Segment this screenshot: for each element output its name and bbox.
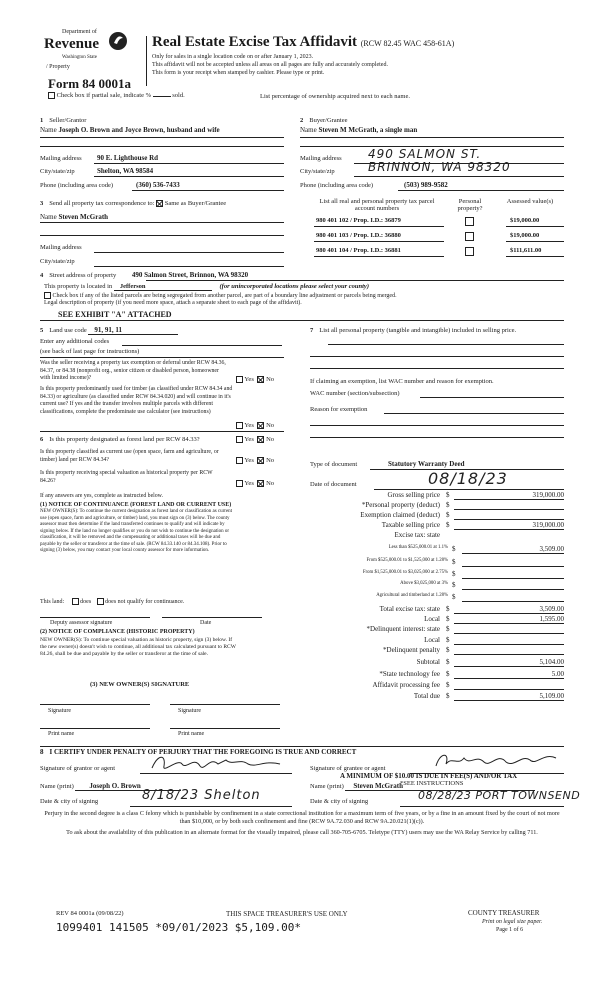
grantor-name-row: Name (print) Joseph O. Brown xyxy=(40,782,181,791)
personal-property-checkbox[interactable] xyxy=(465,247,474,256)
note-line-1: Only for sales in a single location code on or after January 1, 2023. xyxy=(152,54,314,60)
grantee-name-row: Name (print) Steven McGrath xyxy=(310,782,535,791)
tax-row xyxy=(300,646,564,656)
buyer-name-row: Name Steven M McGrath, a single man xyxy=(300,126,418,134)
current-use-question: Is this property classified as current use (open space, farm and agriculture, or timber) land per RCW 84.34? xyxy=(40,449,219,463)
personal-property-row: 7 List all personal property (tangible and intangible) included in selling price. xyxy=(310,327,517,334)
seller-phone-label: Phone (including area code) xyxy=(40,182,114,189)
county-value[interactable]: Jefferson xyxy=(114,283,212,291)
historic-text: NEW OWNER(S): To continue special valuation as historic property, sign (3) below. If the new owner(s) doesn't wish to continue, all additional tax calculated pursuant to RCW 84.26, shall be due and payable by the seller or transferor at the time of sale. xyxy=(40,637,236,658)
forest-no-checkbox[interactable] xyxy=(257,436,264,443)
dollar-sign: $ xyxy=(446,670,450,678)
current-use-answer: Yes No xyxy=(236,457,274,464)
exemption-answer: Yes No xyxy=(236,376,274,383)
tax-row-amount[interactable] xyxy=(462,558,564,567)
partial-sale-checkbox[interactable] xyxy=(48,92,55,99)
parcel-row: 980 401 102 / Prop. I.D.: 36879 xyxy=(316,217,401,224)
seller-city-label: City/state/zip xyxy=(40,168,75,175)
dollar-sign: $ xyxy=(446,625,450,633)
exemption-question: Was the seller receiving a property tax exemption or deferral under RCW 84.36, 84.37, or 84.38 (nonprofit org., senior citizen or disabled person, homeowner with limited income)? xyxy=(40,360,226,382)
land-use-row: 5 Land use code 91, 91, 11 xyxy=(40,326,178,335)
availability-notice: To ask about the availability of this publication in an alternate format for the visually impaired, please call 360-705-6705. Teletype (TTY) users may use the WA Relay Service by calling 711. xyxy=(66,829,538,836)
dollar-sign: $ xyxy=(446,605,450,613)
form-number: Form 84 0001a xyxy=(48,76,132,91)
historic-no-checkbox[interactable] xyxy=(257,480,264,487)
assessed-value: $111,611.00 xyxy=(510,247,542,254)
page-number: Page 1 of 6 xyxy=(496,927,524,933)
tax-row-label: Affidavit processing fee xyxy=(372,681,440,689)
tax-row-amount[interactable]: 319,000.00 xyxy=(454,491,564,500)
revision-label: REV 84 0001a (09/08/22) xyxy=(56,910,124,917)
dollar-sign: $ xyxy=(452,558,456,566)
signature-label: Signature xyxy=(48,708,71,714)
dollar-sign: $ xyxy=(452,581,456,589)
tax-row-label: *Delinquent interest: state xyxy=(366,625,440,633)
buyer-heading: 2 Buyer/Grantee xyxy=(300,117,348,124)
grantee-printed-name[interactable]: Steven McGrath xyxy=(345,782,535,791)
current-use-yes-checkbox[interactable] xyxy=(236,457,243,464)
tax-row-amount[interactable]: 3,509.00 xyxy=(454,605,564,614)
tax-row xyxy=(300,521,564,531)
tax-row-amount[interactable] xyxy=(454,636,564,645)
minimum-due-note: A MINIMUM OF $10.00 IS DUE IN FEE(S) AND/OR TAX xyxy=(340,772,518,780)
treasurer-use-label: THIS SPACE TREASURER'S USE ONLY xyxy=(226,910,348,918)
exemption-no-checkbox[interactable] xyxy=(257,376,264,383)
correspondence-city-label: City/state/zip xyxy=(40,258,75,265)
historic-question: Is this property receiving special valuation as historical property per RCW 84.26? xyxy=(40,470,213,484)
exemption-reason-label: Reason for exemption xyxy=(310,406,368,413)
street-address-row: 4 Street address of property 490 Salmon Street, Brinnon, WA 98320 xyxy=(40,271,249,279)
seller-mailing[interactable]: 90 E. Lighthouse Rd xyxy=(97,154,159,162)
dollar-sign: $ xyxy=(446,636,450,644)
tax-row xyxy=(300,593,564,603)
timber-no-checkbox[interactable] xyxy=(257,422,264,429)
tax-row-amount[interactable]: 3,509.00 xyxy=(462,545,564,554)
tax-row-amount[interactable] xyxy=(462,593,564,602)
form-title: Real Estate Excise Tax Affidavit (RCW 82.45 WAC 458-61A) xyxy=(152,34,455,50)
timber-question: Is this property predominantly used for timber (as classified under RCW 84.34 and 84.33) or agriculture (as classified under RCW 84.34.020) and will continue in it's current use? If yes and the transfer involves multiple parcels with different classifications, complete the predominate use calculator (see instructions) xyxy=(40,386,233,415)
dollar-sign: $ xyxy=(446,511,450,519)
correspondence-name[interactable]: Steven McGrath xyxy=(58,213,109,221)
does-not-qualify-checkbox[interactable] xyxy=(97,598,104,605)
exemption-yes-checkbox[interactable] xyxy=(236,376,243,383)
seller-name-row: Name Joseph O. Brown and Joyce Brown, husband and wife xyxy=(40,126,220,134)
seller-name[interactable]: Joseph O. Brown and Joyce Brown, husband and wife xyxy=(58,126,220,134)
assessed-value-header: Assessed value(s) xyxy=(506,198,554,205)
dollar-sign: $ xyxy=(452,570,456,578)
seller-city[interactable]: Shelton, WA 98584 xyxy=(97,167,154,175)
tax-row-amount[interactable]: 319,000.00 xyxy=(454,521,564,530)
tax-row xyxy=(300,545,564,555)
personal-property-checkbox[interactable] xyxy=(465,232,474,241)
partial-sold-label: sold. xyxy=(172,92,185,99)
personal-property-header: Personal property? xyxy=(457,198,483,213)
dollar-sign: $ xyxy=(446,521,450,529)
grantor-signature[interactable] xyxy=(148,752,288,774)
segregated-row: Check box if any of the listed parcels are being segregated from another parcel, are part of a boundary line adjustment or parcels being merged. xyxy=(44,292,397,300)
deputy-assessor-label: Deputy assessor signature xyxy=(50,620,113,626)
tax-row xyxy=(300,658,564,668)
tax-row-label: *Personal property (deduct) xyxy=(361,501,440,509)
tax-row-label: Gross selling price xyxy=(387,491,440,499)
revenue-wordmark: Revenue xyxy=(44,36,99,52)
timber-yes-checkbox[interactable] xyxy=(236,422,243,429)
correspondence-name-row: Name Steven McGrath xyxy=(40,213,109,221)
buyer-city[interactable]: BRINNON, WA 98320 xyxy=(368,160,511,174)
street-address[interactable]: 490 Salmon Street, Brinnon, WA 98320 xyxy=(131,271,249,279)
dollar-sign: $ xyxy=(446,646,450,654)
note-line-3: This form is your receipt when stamped by cashier. Please type or print. xyxy=(152,70,325,76)
seller-heading: 1 Seller/Grantor xyxy=(40,117,87,124)
dollar-sign: $ xyxy=(446,491,450,499)
legal-paper-note: Print on legal size paper. xyxy=(482,919,543,925)
new-owner-signature-heading: (3) NEW OWNER(S) SIGNATURE xyxy=(90,681,190,688)
tax-row xyxy=(300,570,564,580)
historic-yes-checkbox[interactable] xyxy=(236,480,243,487)
grantor-printed-name[interactable]: Joseph O. Brown xyxy=(75,782,181,791)
parcel-header: List all real and personal property tax parcel account numbers xyxy=(319,198,435,213)
tax-row-label: From $1,525,000.01 to $3,025,000 at 2.75% xyxy=(362,570,448,575)
tax-row-label: Taxable selling price xyxy=(381,521,440,529)
forest-yes-checkbox[interactable] xyxy=(236,436,243,443)
dollar-sign: $ xyxy=(446,501,450,509)
tax-row xyxy=(300,625,564,635)
tax-row-label: Agricultural and timberland at 1.28% xyxy=(376,593,448,598)
certify-row: 8 I CERTIFY UNDER PENALTY OF PERJURY THAT THE FOREGOING IS TRUE AND CORRECT xyxy=(40,748,357,756)
grantor-date-label: Date & city of signing xyxy=(40,798,99,805)
dollar-sign: $ xyxy=(452,593,456,601)
dept-label: Department of xyxy=(62,29,97,35)
seller-mailing-label: Mailing address xyxy=(40,155,82,162)
if-yes-note: If any answers are yes, complete as instructed below. xyxy=(40,493,163,499)
segregated-checkbox[interactable] xyxy=(44,292,51,299)
tax-row-label: Subtotal xyxy=(416,658,440,666)
timber-answer: Yes No xyxy=(236,422,274,429)
continuance-heading: (1) NOTICE OF CONTINUANCE (FOREST LAND OR CURRENT USE) xyxy=(40,502,232,508)
grantee-date-label: Date & city of signing xyxy=(310,798,369,805)
claim-exemption-label: If claiming an exemption, list WAC number and reason for exemption. xyxy=(310,378,494,385)
tax-row xyxy=(300,681,564,691)
signature-label: Signature xyxy=(178,708,201,714)
doc-type-label: Type of document xyxy=(310,461,358,468)
dollar-sign: $ xyxy=(446,681,450,689)
partial-sale-row xyxy=(48,92,185,99)
doc-date-label: Date of document xyxy=(310,481,357,488)
parcel-row: 980 401 104 / Prop. I.D.: 36881 xyxy=(316,247,401,254)
tax-row xyxy=(300,636,564,646)
state-label: Washington State xyxy=(62,55,98,60)
tax-row xyxy=(300,670,564,680)
buyer-name[interactable]: Steven M McGrath, a single man xyxy=(318,126,418,134)
parcel-row: 980 401 103 / Prop. I.D.: 36880 xyxy=(316,232,401,239)
print-name-label: Print name xyxy=(178,731,205,737)
land-use-codes[interactable]: 91, 91, 11 xyxy=(88,326,178,335)
dollar-sign: $ xyxy=(446,658,450,666)
current-use-no-checkbox[interactable] xyxy=(257,457,264,464)
assessed-value: $19,000.00 xyxy=(510,232,540,239)
tax-row-label: *State technology fee xyxy=(379,670,440,678)
tax-row-label: Total excise tax: state xyxy=(379,605,440,613)
deputy-date-label: Date xyxy=(200,620,212,626)
tax-row xyxy=(300,615,564,625)
note-line-2: This affidavit will not be accepted unless all areas on all pages are fully and accurately completed. xyxy=(152,62,388,68)
assessed-value: $19,000.00 xyxy=(510,217,540,224)
dollar-sign: $ xyxy=(446,615,450,623)
print-name-label: Print name xyxy=(48,731,75,737)
tax-row-amount[interactable] xyxy=(454,646,564,655)
tax-row-label: Excise tax: state xyxy=(394,531,440,539)
tax-row-amount[interactable] xyxy=(454,511,564,520)
historic-heading: (2) NOTICE OF COMPLIANCE (HISTORIC PROPERTY) xyxy=(40,629,195,635)
buyer-phone-label: Phone (including area code) xyxy=(300,182,374,189)
dollar-sign: $ xyxy=(446,692,450,700)
tax-row xyxy=(300,581,564,591)
tax-row-label: Total due xyxy=(413,692,440,700)
tax-row-label: From $525,000.01 to $1,525,000 at 1.28% xyxy=(366,558,448,563)
tax-row-amount[interactable] xyxy=(454,681,564,690)
buyer-city-label: City/state/zip xyxy=(300,168,335,175)
tax-row-label: Local xyxy=(424,615,440,623)
tax-row-label: Above $3,025,000 at 3% xyxy=(400,581,448,586)
tax-row xyxy=(300,491,564,501)
doc-date-value[interactable]: 08/18/23 xyxy=(428,469,508,488)
forest-question-row: 6 Is this property designated as forest land per RCW 84.33? xyxy=(40,436,200,443)
correspondence-mailing-label: Mailing address xyxy=(40,244,82,251)
does-qualify-checkbox[interactable] xyxy=(72,598,79,605)
tax-row-label: *Delinquent penalty xyxy=(383,646,440,654)
buyer-mailing[interactable]: 490 SALMON ST. xyxy=(368,147,482,161)
wac-number-label: WAC number (section/subsection) xyxy=(310,390,400,397)
dollar-sign: $ xyxy=(452,545,456,553)
tax-row-amount[interactable] xyxy=(462,570,564,579)
doc-type-value[interactable]: Statutory Warranty Deed xyxy=(388,460,465,468)
buyer-phone[interactable]: (503) 989-9582 xyxy=(404,181,448,189)
tax-row xyxy=(300,531,564,541)
tax-row-amount[interactable]: 5,104.00 xyxy=(454,658,564,667)
legal-description-label: Legal description of property (if you need more space, attach a separate sheet to each page of the affidavit). xyxy=(44,300,302,306)
county-row: This property is located in Jefferson (for unincorporated locations please select your county) xyxy=(44,283,369,290)
partial-sale-label: Check box if partial sale, indicate % xyxy=(56,92,152,99)
grantee-date-city[interactable]: 08/28/23 PORT TOWNSEND xyxy=(418,789,581,802)
tax-row-label: Exemption claimed (deduct) xyxy=(360,511,440,519)
tax-row-label: Local xyxy=(424,636,440,644)
tax-row xyxy=(300,511,564,521)
tax-row xyxy=(300,501,564,511)
tax-row xyxy=(300,558,564,568)
grantor-signature-label: Signature of grantor or agent xyxy=(40,765,116,772)
county-treasurer-label: COUNTY TREASURER xyxy=(468,909,540,917)
correspondence-row: 3 Send all property tax correspondence to: Same as Buyer/Grantee xyxy=(40,200,227,207)
personal-property-checkbox[interactable] xyxy=(465,217,474,226)
tax-row xyxy=(300,692,564,702)
same-as-buyer-checkbox[interactable] xyxy=(156,200,163,207)
ownership-note: List percentage of ownership acquired next to each name. xyxy=(260,93,410,100)
continuance-text: NEW OWNER(S): To continue the current designation as forest land or classification as current use (open space, farm and agriculture, or timber) land, you must sign on (3) below. The county assessor must then determine if the land transferred continues to qualify and will indicate by signing below. If the land no longer qualifies or you do not wish to continue the designation or classification, it will be removed and the compensating or additional taxes will be due and payable by the seller or transferor at the time of sale. (RCW 84.33.140 or 84.34.108). Prior to signing (3) below, you may contact your local county assessor for more information. xyxy=(40,509,233,553)
dor-logo xyxy=(40,25,130,75)
tax-row-amount[interactable]: 5.00 xyxy=(454,670,564,679)
grantee-signature[interactable] xyxy=(432,748,562,772)
qualify-row: This land: does does not qualify for continuance. xyxy=(40,598,185,605)
property-label: / Property xyxy=(46,64,70,70)
forest-answer: Yes No xyxy=(236,436,274,443)
grantee-signature-label: Signature of grantee or agent xyxy=(310,765,386,772)
tax-row-label: Less than $525,000.01 at 1.1% xyxy=(388,545,448,550)
revenue-logo-icon xyxy=(108,31,128,51)
buyer-mailing-label: Mailing address xyxy=(300,155,342,162)
tax-row-amount[interactable] xyxy=(462,581,564,590)
see-instructions: *SEE INSTRUCTIONS xyxy=(400,780,464,787)
perjury-notice: Perjury in the second degree is a class C felony which is punishable by confinement in a state correctional institution for a maximum term of five years, or by a fine in an amount fixed by the court of not more than $10,000, or by both such confinement and fine (RCW 9A.72.030 and RCW 9A.20.021(1)(c)). xyxy=(44,810,560,826)
tax-row-amount[interactable]: 1,595.00 xyxy=(454,615,564,624)
grantor-date-city[interactable]: 8/18/23 Shelton xyxy=(142,788,261,803)
receipt-stamp: 1099401 141505 *09/01/2023 $5,109.00* xyxy=(56,921,302,934)
see-back-label: (see back of last page for instructions) xyxy=(40,348,140,355)
tax-row-amount[interactable] xyxy=(454,501,564,510)
tax-row-amount[interactable]: 5,109.00 xyxy=(454,692,564,701)
historic-answer: Yes No xyxy=(236,480,274,487)
tax-row xyxy=(300,605,564,615)
seller-phone[interactable]: (360) 536-7433 xyxy=(136,181,180,189)
additional-codes-label: Enter any additional codes xyxy=(40,338,110,345)
legal-description[interactable]: SEE EXHIBIT "A" ATTACHED xyxy=(58,310,172,319)
tax-row-amount[interactable] xyxy=(454,625,564,634)
